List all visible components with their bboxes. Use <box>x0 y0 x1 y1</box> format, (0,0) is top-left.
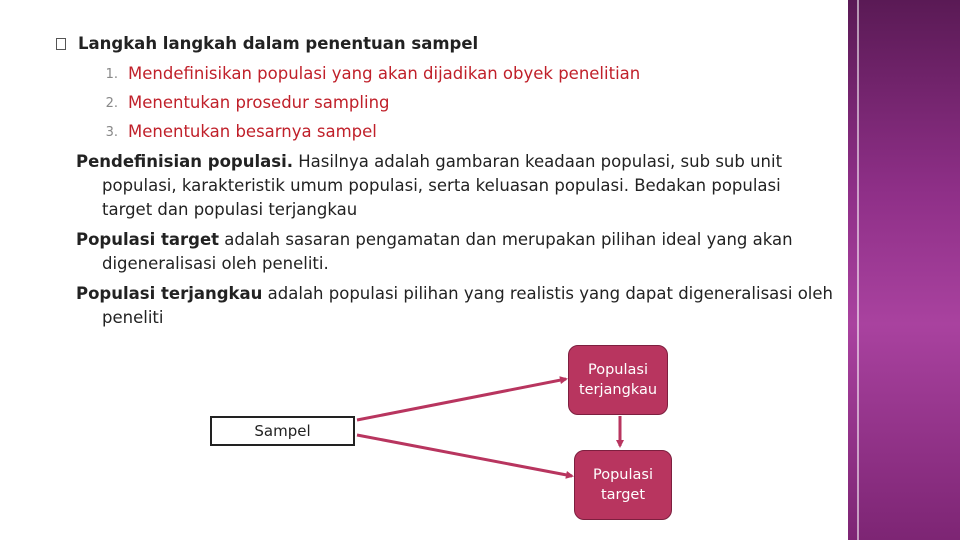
node-label: Populasi <box>588 362 648 378</box>
paragraph-term: Populasi terjangkau <box>76 284 263 303</box>
paragraph-term: Pendefinisian populasi. <box>76 152 294 171</box>
step-text: Mendefinisikan populasi yang akan dijadikan obyek penelitian <box>128 64 641 83</box>
paragraph-body: adalah sasaran pengamatan dan merupakan pilihan ideal yang akan digeneralisasi oleh peneliti. <box>102 230 793 273</box>
node-populasi-target <box>574 450 672 520</box>
bullet-square-icon <box>56 38 66 50</box>
paragraph-body: Hasilnya adalah gambaran keadaan populasi, sub sub unit populasi, karakteristik umum populasi, serta keluasan populasi. Bedakan populasi target dan populasi terjangkau <box>102 152 783 219</box>
step-text: Menentukan prosedur sampling <box>128 93 390 112</box>
paragraph-pendefinisian <box>76 150 836 222</box>
arrow-sampel-to-target <box>357 435 572 476</box>
step-number: 1. <box>105 67 118 82</box>
step-number: 3. <box>105 125 118 140</box>
node-populasi-terjangkau <box>568 345 668 415</box>
paragraph-body: adalah populasi pilihan yang realistis yang dapat digeneralisasi oleh peneliti <box>102 284 833 327</box>
node-label: target <box>600 487 646 503</box>
node-label: Populasi <box>593 467 653 483</box>
paragraph-populasi-terjangkau <box>76 282 836 330</box>
arrow-sampel-to-terjangkau <box>357 379 566 420</box>
slide-heading: Langkah langkah dalam penentuan sampel <box>78 34 479 53</box>
node-sampel: Sampel <box>210 416 355 446</box>
paragraph-populasi-target <box>76 228 836 276</box>
decorative-side-panel <box>848 0 960 540</box>
step-text: Menentukan besarnya sampel <box>128 122 377 141</box>
side-panel-divider <box>857 0 859 540</box>
node-label: terjangkau <box>578 382 658 398</box>
paragraph-term: Populasi target <box>76 230 220 249</box>
step-number: 2. <box>105 96 118 111</box>
